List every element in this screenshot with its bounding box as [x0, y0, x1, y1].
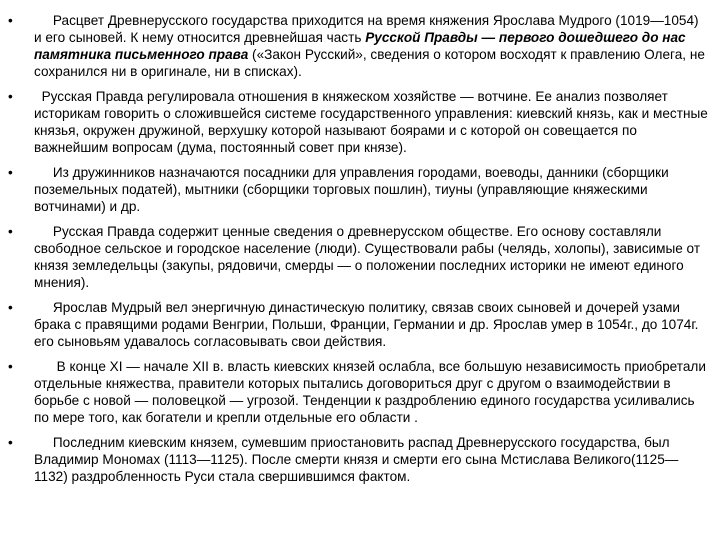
paragraph-indent	[34, 300, 53, 315]
bullet-item-6	[0, 358, 708, 426]
paragraph-text: Из дружинников назначаются посадники для управления городами, воеводы, данники (сборщики поземельных податей), мытники (сборщики торговых пошлин), тиуны (управляющие княжескими вотчинами) и др.	[34, 165, 669, 214]
bullet-item-3	[0, 164, 708, 215]
bullet-item-7	[0, 434, 708, 485]
bullet-list	[0, 12, 708, 485]
bullet-marker: •	[8, 359, 13, 374]
paragraph-text: Ярослав Мудрый вел энергичную династическую политику, связав своих сыновей и дочерей узами брака с правящими родами Венгрии, Польши, Франции, Германии и др. Ярослав умер в 1054г., до 1074г. его сыновьям удавалось согласовывать свои действия.	[34, 300, 699, 349]
paragraph-indent	[34, 435, 53, 450]
bullet-item-2	[0, 88, 708, 156]
bullet-item-4	[0, 223, 708, 291]
paragraph-text: В конце XI — начале XII в. власть киевских князей ослабла, все большую независимость приобретали отдельные княжества, правители которых пытались договориться друг с другом о взаимодействии в борьбе с новой — половецкой — угрозой. Тенденции к раздроблению единого государства усиливались по мере того, как богатели и крепли отдельные его области .	[34, 359, 706, 425]
paragraph-text-continued: («Закон Русский», сведения о котором восходят к правлению Олега, не сохранился ни в оригинале, ни в списках).	[34, 47, 705, 79]
paragraph-indent	[34, 224, 53, 239]
paragraph-text: Последним киевским князем, сумевшим приостановить распад Древнерусского государства, был Владимир Мономах (1113—1125). После смерти князя и смерти его сына Мстислава Великого(1125—1132) раздробленность Руси стала свершившимся фактом.	[34, 435, 679, 484]
paragraph-text: Русская Правда регулировала отношения в княжеском хозяйстве — вотчине. Ее анализ позволяет историкам говорить о сложившейся системе государственного управления: киевский князь, как и местные князья, окружен дружиной, верхушку которой называют боярами и с которой он совещается по важнейшим вопросам (дума, постоянный совет при князе).	[34, 89, 708, 155]
bullet-marker: •	[8, 435, 13, 450]
paragraph-indent	[34, 89, 42, 104]
bullet-item-1	[0, 12, 708, 80]
paragraph-indent	[34, 359, 57, 374]
paragraph-indent	[34, 13, 53, 28]
bullet-marker: •	[8, 165, 13, 180]
bullet-marker: •	[8, 89, 13, 104]
bullet-marker: •	[8, 13, 13, 28]
bullet-marker: •	[8, 300, 13, 315]
bullet-item-5	[0, 299, 708, 350]
paragraph-text: Русская Правда содержит ценные сведения о древнерусском обществе. Его основу составляли свободное сельское и городское население (люди). Существовали рабы (челядь, холопы), зависимые от князя земледельцы (закупы, рядовичи, смерды — о положении последних историки не имеют единого мнения).	[34, 224, 701, 290]
bullet-marker: •	[8, 224, 13, 239]
paragraph-emphasis: Русской Правды — первого дошедшего до нас памятника письменного права	[34, 30, 686, 62]
paragraph-text: Расцвет Древнерусского государства приходится на время княжения Ярослава Мудрого (1019—1054) и его сыновей. К нему относится древнейшая часть	[34, 13, 699, 45]
paragraph-indent	[34, 165, 53, 180]
